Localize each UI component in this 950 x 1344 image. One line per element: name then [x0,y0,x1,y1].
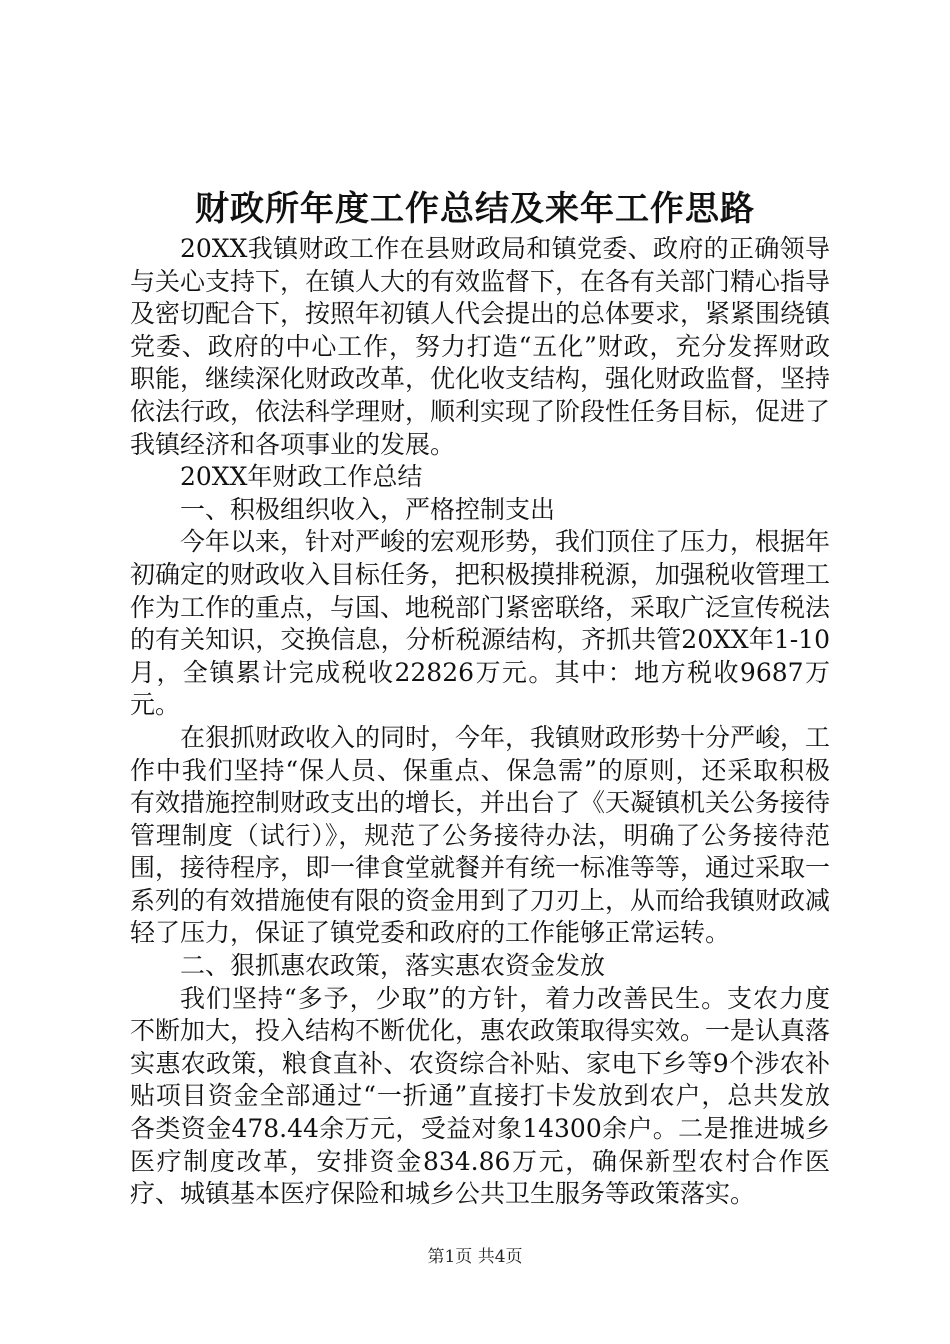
section-heading-summary: 20XX年财政工作总结 [180,462,423,492]
body-paragraph: 在狠抓财政收入的同时，今年，我镇财政形势十分严峻，工作中我们坚持“保人员、保重点、保急需”的原则，还采取积极有效措施控制财政支出的增长，并出台了《天凝镇机关公务接待管理制度（试行）》，规范了公务接待办法，明确了公务接待范围，接待程序，即一律食堂就餐并有统一标准等等，通过采取一系列的有效措施使有限的资金用到了刀刃上，从而给我镇财政减轻了压力，保证了镇党委和政府的工作能够正常运转。 [130,722,831,948]
section-heading-two: 二、狠抓惠农政策，落实惠农资金发放 [180,951,606,981]
body-paragraph: 今年以来，针对严峻的宏观形势，我们顶住了压力，根据年初确定的财政收入目标任务，把积极摸排税源，加强税收管理工作为工作的重点，与国、地税部门紧密联络，采取广泛宣传税法的有关知识，交换信息，分析税源结构，齐抓共管20XX年1-10月，全镇累计完成税收22826万元。其中：地方税收9687万元。 [130,527,831,720]
document-title: 财政所年度工作总结及来年工作思路 [195,189,755,229]
body-paragraph: 我们坚持“多予，少取”的方针，着力改善民生。支农力度不断加大，投入结构不断优化，惠农政策取得实效。一是认真落实惠农政策，粮食直补、农资综合补贴、家电下乡等9个涉农补贴项目资金全部通过“一折通”直接打卡发放到农户，总共发放各类资金478.44余万元，受益对象14300余户。二是推进城乡医疗制度改革，安排资金834.86万元，确保新型农村合作医疗、城镇基本医疗保险和城乡公共卫生服务等政策落实。 [130,983,831,1209]
document-body [130,233,830,1211]
page-number-footer: 第1页 共4页 [427,1247,523,1267]
section-heading-one: 一、积极组织收入，严格控制支出 [180,494,556,524]
intro-paragraph: 20XX我镇财政工作在县财政局和镇党委、政府的正确领导与关心支持下，在镇人大的有效监督下，在各有关部门精心指导及密切配合下，按照年初镇人代会提出的总体要求，紧紧围绕镇党委、政府的中心工作，努力打造“五化”财政，充分发挥财政职能，继续深化财政改革，优化收支结构，强化财政监督，坚持依法行政，依法科学理财，顺利实现了阶段性任务目标，促进了我镇经济和各项事业的发展。 [130,234,831,459]
